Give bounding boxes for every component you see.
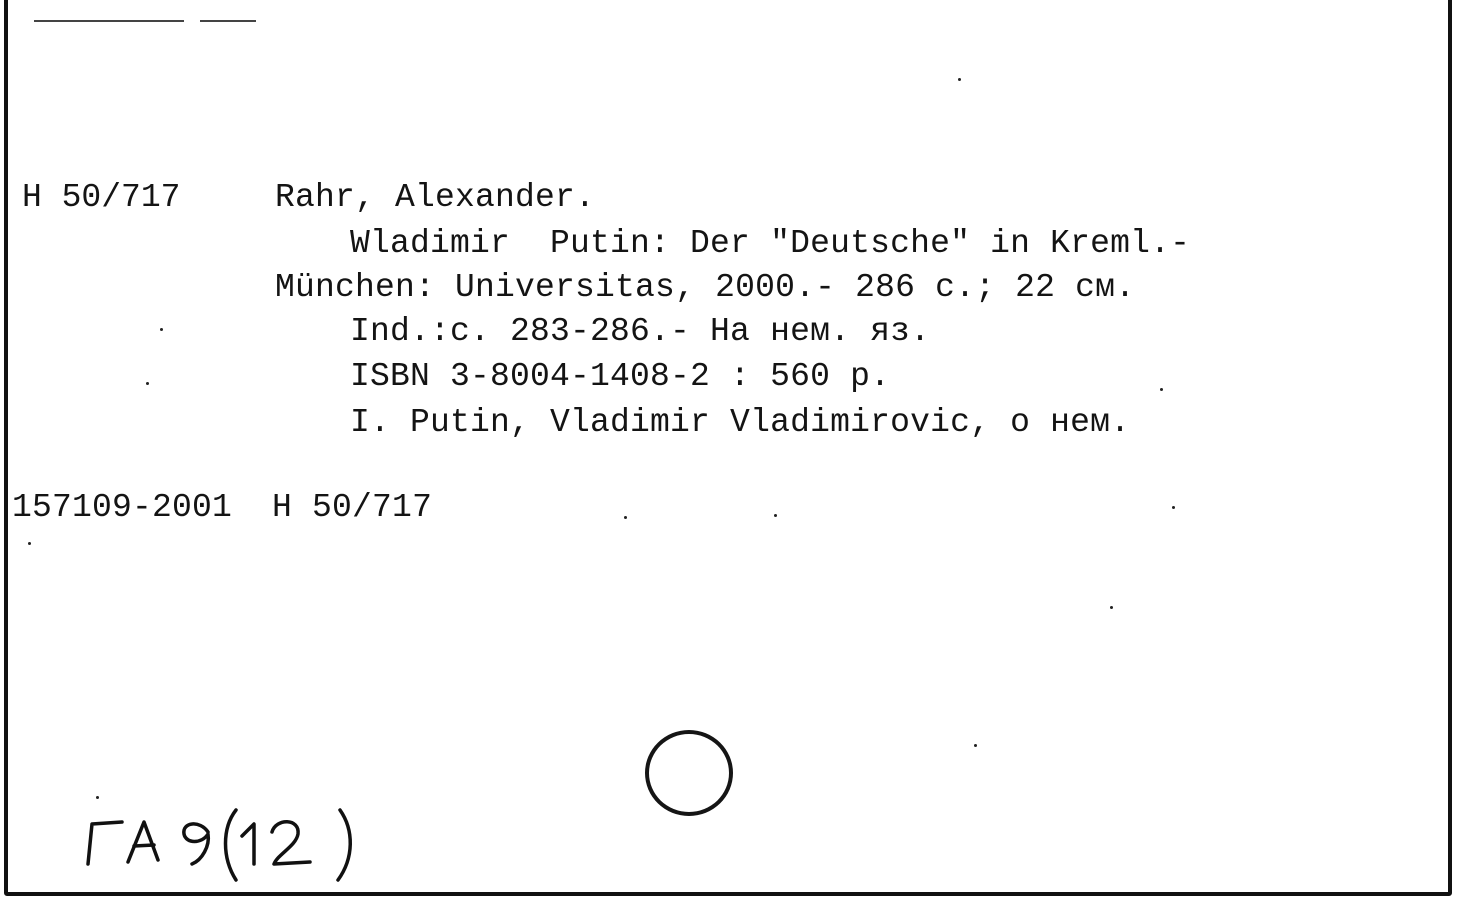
handwritten-classification [78, 788, 378, 888]
author-heading: Rahr, Alexander. [275, 179, 596, 216]
scan-speck [958, 78, 961, 81]
scan-speck [974, 744, 977, 747]
scan-speck [1172, 506, 1175, 509]
scan-speck [160, 328, 163, 331]
notes: Ind.:с. 283-286.- На нем. яз. [350, 313, 931, 350]
shelf-mark-text: Н 50/717 [22, 179, 181, 216]
shelf-mark [22, 178, 180, 218]
scan-speck [28, 542, 31, 545]
scan-speck [1160, 388, 1163, 391]
scan-speck [1110, 606, 1113, 609]
imprint: München: Universitas, 2000.- 286 с.; 22 см. [275, 269, 1136, 306]
isbn: ISBN 3-8004-1408-2 : 560 р. [350, 358, 891, 395]
scan-speck [624, 516, 627, 519]
scan-mark [34, 20, 184, 22]
title-statement: Wladimir Putin: Der "Deutsche" in Kreml.- [350, 225, 1191, 262]
scan-speck [774, 514, 777, 517]
scan-mark [200, 20, 256, 22]
tracing: I. Putin, Vladimir Vladimirovic, о нем. [350, 404, 1131, 441]
scan-speck [146, 382, 149, 385]
handwriting-drawing [78, 788, 378, 888]
punch-hole [645, 730, 733, 816]
accession-number: 157109-2001 Н 50/717 [12, 489, 433, 526]
